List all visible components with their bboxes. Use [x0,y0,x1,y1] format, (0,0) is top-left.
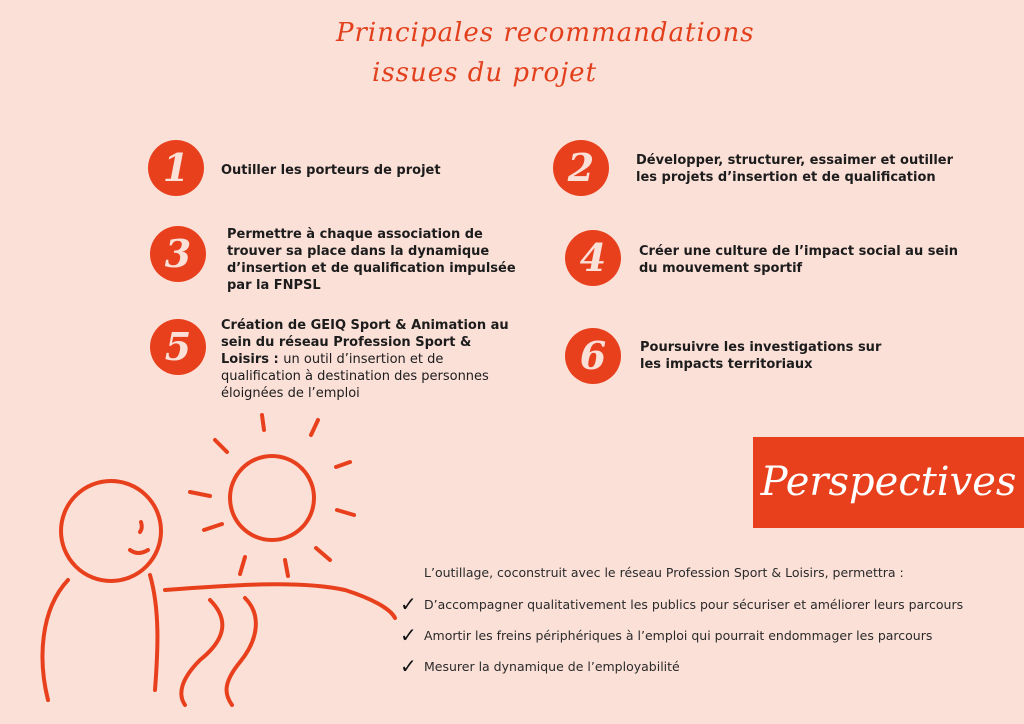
person-eye [140,522,142,532]
sun-ray [262,415,264,430]
sun-ray [336,462,350,467]
recommendation-text-6: Poursuivre les investigations sur les impacts territoriaux [640,340,882,372]
perspective-item [400,656,680,676]
recommendation-5-heading: Création de GEIQ Sport & Animation au sein du réseau Profession Sport & Loisirs : [221,318,509,367]
recommendation-number-5: 5 [150,319,206,375]
road-edge [165,584,395,618]
perspectives-intro: L’outillage, coconstruit avec le réseau Profession Sport & Loisirs, permettra : [424,565,904,580]
checkmark-icon: ✓ [400,623,417,647]
road-right [227,598,256,705]
recommendation-text-4: Créer une culture de l’impact social au sein du mouvement sportif [639,244,958,276]
recommendation-number-1: 1 [148,140,204,196]
sun-ray [240,557,245,574]
sun-ray [215,440,227,452]
sun-circle [230,456,314,540]
person-head [61,481,161,581]
person-arm [150,575,157,690]
recommendation-number-6: 6 [565,328,621,384]
person-smile [130,550,148,553]
recommendation-5-detail: un outil d’insertion et de qualification à destination des personnes éloignées de l’emploi [221,352,489,401]
recommendation-number-3: 3 [150,226,206,282]
perspective-item-text: Mesurer la dynamique de l’employabilité [424,658,680,674]
page-title-line-2: issues du projet [372,58,598,88]
sun-ray [316,548,330,560]
checkmark-icon: ✓ [400,654,417,678]
road-left [181,600,222,705]
perspective-item-text: Amortir les freins périphériques à l’emploi qui pourrait endommager les parcours [424,627,933,643]
recommendation-number-4: 4 [565,230,621,286]
sun-ray [204,524,222,530]
recommendation-text-1: Outiller les porteurs de projet [221,163,441,178]
sun-ray [337,510,354,515]
perspective-item [400,594,963,614]
sun-ray [285,560,288,576]
checkmark-icon: ✓ [400,592,417,616]
sun-ray [190,492,210,496]
recommendation-text-2: Développer, structurer, essaimer et outiller les projets d’insertion et de qualification [636,153,954,185]
page-title-line-1: Principales recommandations [336,18,755,48]
perspectives-heading: Perspectives [760,459,1017,505]
recommendation-number-2: 2 [553,140,609,196]
person-body [43,580,68,700]
sun-ray [311,420,318,435]
perspectives-banner [753,437,1024,528]
recommendation-text-3: Permettre à chaque association de trouver sa place dans la dynamique d’insertion et de qualification impulsée par la FNPSL [227,227,516,293]
perspective-item-text: D’accompagner qualitativement les publics pour sécuriser et améliorer leurs parcours [424,596,964,612]
perspective-item [400,625,932,645]
